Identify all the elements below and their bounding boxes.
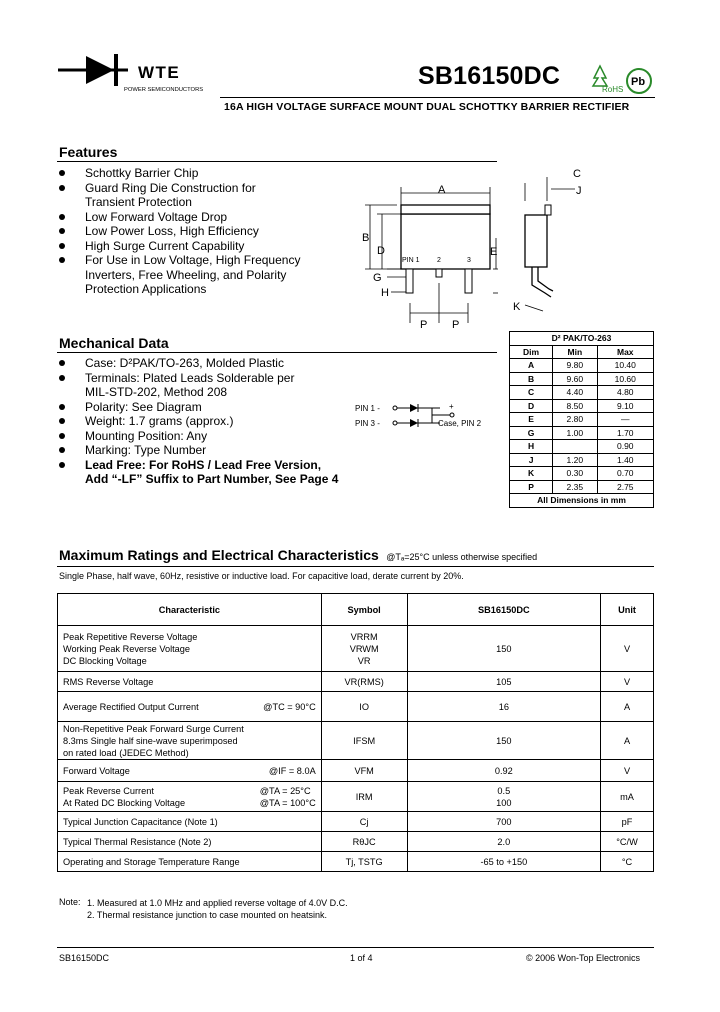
symbol-text: RθJC bbox=[352, 836, 376, 847]
bullet-icon bbox=[59, 375, 65, 381]
dim-table-row bbox=[510, 399, 654, 413]
dim-g-label: G bbox=[373, 272, 382, 284]
bullet-text: Terminals: Plated Leads Solderable per bbox=[85, 370, 295, 385]
bullet-icon bbox=[59, 360, 65, 366]
ratings-table bbox=[57, 593, 654, 872]
wte-logo bbox=[58, 50, 218, 96]
bullet-text: Transient Protection bbox=[85, 195, 192, 209]
part-number: SB16150DC bbox=[418, 62, 561, 90]
ratings-header-cell: SB16150DC bbox=[407, 594, 600, 626]
dim-table-cell: 1.70 bbox=[597, 426, 653, 440]
value-text: 0.5 bbox=[497, 785, 511, 796]
notes-label: Note: bbox=[59, 897, 81, 907]
value-text: -65 to +150 bbox=[480, 856, 528, 867]
ratings-header-cell: Unit bbox=[601, 594, 654, 626]
value-cell bbox=[407, 832, 600, 852]
symbol-text: Tj, TSTG bbox=[345, 856, 383, 867]
symbol-cell bbox=[321, 760, 407, 782]
characteristic-cell bbox=[58, 672, 322, 692]
pb-free-icon bbox=[624, 66, 654, 96]
dim-table-cell: 9.10 bbox=[597, 399, 653, 413]
dim-table-cell: 4.80 bbox=[597, 386, 653, 400]
dim-k-label: K bbox=[513, 301, 521, 313]
unit-cell: V bbox=[601, 672, 654, 692]
footer-copyright: © 2006 Won-Top Electronics bbox=[526, 953, 641, 963]
dim-table-cell: 10.40 bbox=[597, 359, 653, 373]
dim-table-cell: J bbox=[510, 453, 553, 467]
bullet-text: Inverters, Free Wheeling, and Polarity bbox=[85, 267, 287, 282]
schematic-plus: + bbox=[449, 402, 454, 411]
dim-table-cell: 0.70 bbox=[597, 467, 653, 481]
unit-cell: A bbox=[601, 722, 654, 760]
symbol-cell bbox=[321, 832, 407, 852]
bullet-icon bbox=[59, 170, 65, 176]
symbol-text: Cj bbox=[359, 816, 369, 827]
bullet-icon bbox=[59, 257, 65, 263]
symbol-text: VFM bbox=[354, 765, 374, 776]
dim-c-label: C bbox=[573, 168, 581, 180]
unit-cell: °C bbox=[601, 852, 654, 872]
dim-table-header: Dim bbox=[510, 345, 553, 359]
dim-h-label: H bbox=[381, 287, 389, 299]
bullet-text: Low Power Loss, High Efficiency bbox=[85, 224, 259, 238]
value-cell bbox=[407, 692, 600, 722]
dim-table-cell: P bbox=[510, 480, 553, 494]
dim-table-cell: C bbox=[510, 386, 553, 400]
characteristic-text: Peak Reverse Current bbox=[63, 785, 154, 796]
subtitle: 16A HIGH VOLTAGE SURFACE MOUNT DUAL SCHOTTKY BARRIER RECTIFIER bbox=[224, 101, 630, 113]
unit-cell: V bbox=[601, 760, 654, 782]
dim-table-row bbox=[510, 426, 654, 440]
value-cell bbox=[407, 626, 600, 672]
characteristic-cell bbox=[58, 626, 322, 672]
bullet-icon bbox=[59, 433, 65, 439]
value-text: 150 bbox=[496, 643, 512, 654]
note-1: 1. Measured at 1.0 MHz and applied reverse voltage of 4.0V D.C. bbox=[87, 898, 348, 908]
symbol-cell bbox=[321, 626, 407, 672]
symbol-text: IO bbox=[359, 701, 369, 712]
ratings-row bbox=[58, 852, 654, 872]
dim-table-footer: All Dimensions in mm bbox=[510, 494, 654, 508]
bullet-icon bbox=[59, 462, 65, 468]
ratings-row bbox=[58, 760, 654, 782]
schematic-pin1: PIN 1 - bbox=[355, 404, 380, 413]
symbol-text: VRRM bbox=[350, 631, 378, 642]
dim-b-label: B bbox=[362, 232, 370, 244]
value-text: 2.0 bbox=[497, 836, 511, 847]
ratings-row bbox=[58, 626, 654, 672]
bullet-icon bbox=[59, 447, 65, 453]
symbol-text: VRWM bbox=[349, 643, 379, 654]
dim-table-cell: D bbox=[510, 399, 553, 413]
characteristic-cell bbox=[58, 692, 322, 722]
dim-table-cell: 8.50 bbox=[553, 399, 597, 413]
characteristic-text: Working Peak Reverse Voltage bbox=[63, 643, 190, 654]
dim-table-cell: K bbox=[510, 467, 553, 481]
dim-table-cell: 9.80 bbox=[553, 359, 597, 373]
value-text: 150 bbox=[496, 735, 512, 746]
value-cell bbox=[407, 782, 600, 812]
dim-p2-label: P bbox=[452, 319, 460, 331]
bullet-text: High Surge Current Capability bbox=[85, 238, 245, 253]
dim-table-row bbox=[510, 372, 654, 386]
notes-list bbox=[87, 897, 348, 921]
dim-table-row bbox=[510, 440, 654, 454]
unit-cell: °C/W bbox=[601, 832, 654, 852]
dim-table-cell: 9.60 bbox=[553, 372, 597, 386]
schematic-pin3: PIN 3 - bbox=[355, 419, 380, 428]
test-condition: @TA = 25°C bbox=[259, 785, 311, 796]
characteristic-text: on rated load (JEDEC Method) bbox=[63, 747, 189, 758]
dim-table-cell bbox=[553, 440, 597, 454]
leadfree-text: Add “-LF” Suffix to Part Number, See Page 4 bbox=[85, 472, 339, 486]
dim-table-cell: 0.90 bbox=[597, 440, 653, 454]
symbol-cell bbox=[321, 852, 407, 872]
test-condition: @TC = 90°C bbox=[263, 701, 316, 712]
ratings-header-cell: Characteristic bbox=[58, 594, 322, 626]
characteristic-text: Forward Voltage bbox=[63, 765, 130, 776]
bullet-icon bbox=[59, 418, 65, 424]
bullet-text: MIL-STD-202, Method 208 bbox=[85, 385, 228, 399]
brand-name: WTE bbox=[138, 63, 181, 82]
dim-table-cell: 2.75 bbox=[597, 480, 653, 494]
bullet-text: Guard Ring Die Construction for bbox=[85, 180, 256, 195]
characteristic-cell bbox=[58, 782, 322, 812]
bullet-text: Protection Applications bbox=[85, 282, 207, 296]
symbol-cell bbox=[321, 692, 407, 722]
dim-table-cell: 1.40 bbox=[597, 453, 653, 467]
dim-a-label: A bbox=[438, 184, 446, 196]
dim-p1-label: P bbox=[420, 319, 428, 331]
test-condition: @IF = 8.0A bbox=[268, 765, 316, 776]
value-text: 100 bbox=[496, 797, 512, 808]
value-text: 700 bbox=[496, 816, 512, 827]
diode-icon bbox=[86, 56, 114, 84]
value-cell bbox=[407, 760, 600, 782]
dim-table-header: Max bbox=[597, 345, 653, 359]
bullet-text: Weight: 1.7 grams (approx.) bbox=[85, 414, 234, 428]
bullet-icon bbox=[59, 228, 65, 234]
characteristic-cell bbox=[58, 832, 322, 852]
dim-d-label: D bbox=[377, 245, 385, 257]
value-text: 16 bbox=[498, 701, 509, 712]
unit-cell: A bbox=[601, 692, 654, 722]
brand-tagline: POWER SEMICONDUCTORS bbox=[124, 87, 204, 93]
ratings-row bbox=[58, 692, 654, 722]
rohs-icon bbox=[592, 64, 624, 94]
dim-table-cell: 2.80 bbox=[553, 413, 597, 427]
ratings-subnote: Single Phase, half wave, 60Hz, resistive or inductive load. For capacitive load, derate current by 20%. bbox=[59, 571, 464, 581]
bullet-text: Polarity: See Diagram bbox=[85, 399, 202, 414]
ratings-header-cell: Symbol bbox=[321, 594, 407, 626]
pin-schematic-diagram bbox=[350, 397, 500, 437]
dim-table-cell: — bbox=[597, 413, 653, 427]
dim-table-row bbox=[510, 359, 654, 373]
symbol-text: VR bbox=[357, 655, 371, 666]
bullet-text: For Use in Low Voltage, High Frequency bbox=[85, 253, 301, 267]
characteristic-text: Non-Repetitive Peak Forward Surge Current bbox=[63, 723, 244, 734]
dim-table-header: Min bbox=[553, 345, 597, 359]
mechanical-title: Mechanical Data bbox=[59, 335, 169, 351]
dim-e-label: E bbox=[490, 246, 498, 258]
dim-table-title: D² PAK/TO-263 bbox=[510, 332, 654, 346]
ratings-title: Maximum Ratings and Electrical Characteristics bbox=[59, 547, 379, 563]
symbol-cell bbox=[321, 672, 407, 692]
value-text: 0.92 bbox=[494, 765, 513, 776]
dim-table-cell: B bbox=[510, 372, 553, 386]
dim-table-row bbox=[510, 480, 654, 494]
package-outline-drawing bbox=[355, 163, 590, 333]
ratings-row bbox=[58, 812, 654, 832]
unit-cell: mA bbox=[601, 782, 654, 812]
leadfree-text: Lead Free: For RoHS / Lead Free Version, bbox=[85, 457, 322, 472]
pin1-label: PIN 1 bbox=[402, 257, 420, 264]
dim-j-label: J bbox=[576, 185, 582, 197]
unit-cell: V bbox=[601, 626, 654, 672]
symbol-text: VR(RMS) bbox=[344, 676, 384, 687]
pin3-label: 3 bbox=[467, 257, 471, 264]
characteristic-text: Average Rectified Output Current bbox=[63, 701, 199, 712]
characteristic-text: Typical Thermal Resistance (Note 2) bbox=[63, 836, 212, 847]
ratings-heading bbox=[59, 547, 537, 565]
characteristic-cell bbox=[58, 760, 322, 782]
value-text: 105 bbox=[496, 676, 512, 687]
characteristic-cell bbox=[58, 812, 322, 832]
ratings-title-note: @Tₐ=25°C unless otherwise specified bbox=[386, 552, 538, 562]
value-cell bbox=[407, 672, 600, 692]
characteristic-text: 8.3ms Single half sine-wave superimposed bbox=[63, 735, 238, 746]
dim-table-cell: 1.00 bbox=[553, 426, 597, 440]
bullet-text: Mounting Position: Any bbox=[85, 428, 208, 443]
characteristic-text: Operating and Storage Temperature Range bbox=[63, 856, 240, 867]
dim-table-cell: A bbox=[510, 359, 553, 373]
dim-table-cell: E bbox=[510, 413, 553, 427]
dim-table-row bbox=[510, 413, 654, 427]
ratings-row bbox=[58, 832, 654, 852]
dim-table-row bbox=[510, 467, 654, 481]
symbol-cell bbox=[321, 782, 407, 812]
characteristic-text: Peak Repetitive Reverse Voltage bbox=[63, 631, 198, 642]
dim-table-row bbox=[510, 386, 654, 400]
schematic-case: Case, PIN 2 bbox=[438, 419, 482, 428]
features-title: Features bbox=[59, 144, 118, 160]
dim-table-cell: H bbox=[510, 440, 553, 454]
value-cell bbox=[407, 812, 600, 832]
dim-table-cell: 1.20 bbox=[553, 453, 597, 467]
dimension-table bbox=[509, 331, 654, 508]
symbol-cell bbox=[321, 722, 407, 760]
characteristic-cell bbox=[58, 852, 322, 872]
symbol-cell bbox=[321, 812, 407, 832]
footer-page: 1 of 4 bbox=[350, 953, 373, 963]
ratings-row bbox=[58, 782, 654, 812]
ratings-row bbox=[58, 722, 654, 760]
symbol-text: IRM bbox=[355, 791, 373, 802]
dim-table-cell: 4.40 bbox=[553, 386, 597, 400]
dim-table-cell: G bbox=[510, 426, 553, 440]
unit-cell: pF bbox=[601, 812, 654, 832]
pin2-label: 2 bbox=[437, 257, 441, 264]
dim-table-row bbox=[510, 453, 654, 467]
bullet-text: Case: D²PAK/TO-263, Molded Plastic bbox=[85, 356, 284, 370]
bullet-text: Marking: Type Number bbox=[85, 443, 207, 457]
note-2: 2. Thermal resistance junction to case mounted on heatsink. bbox=[87, 910, 327, 920]
bullet-text: Schottky Barrier Chip bbox=[85, 166, 199, 180]
pb-label: Pb bbox=[631, 76, 646, 88]
bullet-icon bbox=[59, 243, 65, 249]
dim-table-cell: 2.35 bbox=[553, 480, 597, 494]
bullet-icon bbox=[59, 185, 65, 191]
characteristic-text: RMS Reverse Voltage bbox=[63, 676, 154, 687]
characteristic-text: DC Blocking Voltage bbox=[63, 655, 147, 666]
bullet-icon bbox=[59, 214, 65, 220]
characteristic-text: At Rated DC Blocking Voltage bbox=[63, 797, 186, 808]
test-condition: @TA = 100°C bbox=[259, 797, 316, 808]
value-cell bbox=[407, 852, 600, 872]
bullet-text: Low Forward Voltage Drop bbox=[85, 209, 228, 224]
bullet-icon bbox=[59, 404, 65, 410]
footer-left: SB16150DC bbox=[59, 953, 110, 963]
rohs-label: RoHS bbox=[602, 85, 624, 94]
ratings-row bbox=[58, 672, 654, 692]
characteristic-cell bbox=[58, 722, 322, 760]
dim-table-cell: 10.60 bbox=[597, 372, 653, 386]
dim-table-cell: 0.30 bbox=[553, 467, 597, 481]
characteristic-text: Typical Junction Capacitance (Note 1) bbox=[63, 816, 218, 827]
symbol-text: IFSM bbox=[353, 735, 376, 746]
value-cell bbox=[407, 722, 600, 760]
